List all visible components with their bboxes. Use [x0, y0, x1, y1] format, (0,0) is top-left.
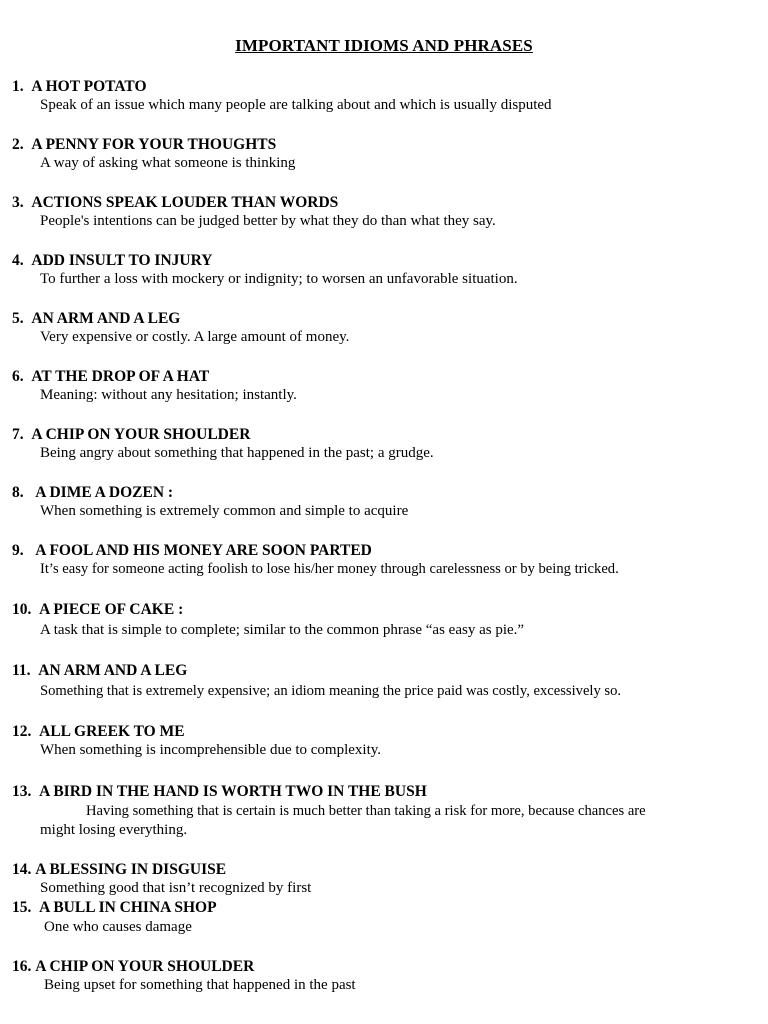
idiom-phrase: AN ARM AND A LEG	[31, 310, 181, 327]
idiom-heading	[12, 136, 276, 154]
item-number: 14.	[12, 861, 32, 878]
idiom-meaning: Being upset for something that happened in the past	[44, 977, 356, 993]
idiom-phrase: A BLESSING IN DISGUISE	[35, 861, 227, 878]
idiom-meaning: To further a loss with mockery or indignity; to worsen an unfavorable situation.	[40, 271, 518, 287]
item-number: 15.	[12, 899, 32, 916]
idiom-meaning: Being angry about something that happened in the past; a grudge.	[40, 445, 434, 461]
idiom-heading	[12, 662, 187, 680]
idiom-phrase: AT THE DROP OF A HAT	[31, 368, 210, 385]
idiom-meaning: One who causes damage	[44, 919, 192, 935]
idiom-phrase: A DIME A DOZEN :	[35, 484, 174, 501]
item-number: 6.	[12, 368, 24, 385]
idiom-heading	[12, 78, 147, 96]
idiom-meaning: It’s easy for someone acting foolish to lose his/her money through carelessness or by being tricked.	[40, 561, 619, 577]
idiom-heading	[12, 484, 173, 502]
idiom-meaning: Something good that isn’t recognized by first	[40, 880, 312, 896]
item-number: 4.	[12, 252, 24, 269]
item-number: 5.	[12, 310, 24, 327]
idiom-meaning: Something that is extremely expensive; an idiom meaning the price paid was costly, excessively so.	[40, 683, 622, 699]
idiom-heading	[12, 426, 250, 444]
idiom-heading	[12, 194, 338, 212]
idiom-phrase: A BIRD IN THE HAND IS WORTH TWO IN THE BUSH	[39, 783, 427, 800]
idiom-heading	[12, 958, 254, 976]
idiom-phrase: A PENNY FOR YOUR THOUGHTS	[31, 136, 277, 153]
idiom-meaning: A task that is simple to complete; similar to the common phrase “as easy as pie.”	[40, 622, 525, 638]
item-number: 3.	[12, 194, 24, 211]
item-number: 11.	[12, 662, 31, 679]
item-number: 2.	[12, 136, 24, 153]
item-number: 16.	[12, 958, 32, 975]
idiom-meaning: Meaning: without any hesitation; instantly.	[40, 387, 297, 403]
idiom-heading	[12, 783, 427, 801]
idiom-heading	[12, 542, 372, 560]
idiom-meaning-continued: might losing everything.	[40, 822, 188, 838]
idiom-phrase: A BULL IN CHINA SHOP	[39, 899, 217, 916]
idiom-phrase: AN ARM AND A LEG	[38, 662, 188, 679]
idiom-meaning: When something is extremely common and simple to acquire	[40, 503, 409, 519]
page-title: IMPORTANT IDIOMS AND PHRASES	[235, 36, 533, 55]
idiom-heading	[12, 861, 226, 879]
idiom-phrase: A CHIP ON YOUR SHOULDER	[31, 426, 251, 443]
idiom-meaning: When something is incomprehensible due to complexity.	[40, 742, 382, 758]
item-number: 10.	[12, 601, 32, 618]
idiom-phrase: A HOT POTATO	[31, 78, 147, 95]
item-number: 13.	[12, 783, 32, 800]
idiom-phrase: ALL GREEK TO ME	[39, 723, 185, 740]
idiom-phrase: A PIECE OF CAKE :	[39, 601, 184, 618]
item-number: 9.	[12, 542, 24, 559]
idiom-meaning: Having something that is certain is much better than taking a risk for more, because chances are	[86, 803, 646, 819]
item-number: 7.	[12, 426, 24, 443]
idiom-meaning: A way of asking what someone is thinking	[40, 155, 296, 171]
idiom-meaning: Very expensive or costly. A large amount of money.	[40, 329, 350, 345]
item-number: 1.	[12, 78, 24, 95]
idiom-heading	[12, 252, 212, 270]
idiom-phrase: ACTIONS SPEAK LOUDER THAN WORDS	[31, 194, 339, 211]
idiom-phrase: A FOOL AND HIS MONEY ARE SOON PARTED	[35, 542, 372, 559]
idiom-heading	[12, 723, 185, 741]
idiom-heading	[12, 310, 180, 328]
idiom-heading	[12, 601, 183, 619]
idiom-phrase: A CHIP ON YOUR SHOULDER	[35, 958, 255, 975]
item-number: 12.	[12, 723, 32, 740]
item-number: 8.	[12, 484, 24, 501]
idiom-heading	[12, 368, 209, 386]
idiom-meaning: People's intentions can be judged better by what they do than what they say.	[40, 213, 496, 229]
idiom-phrase: ADD INSULT TO INJURY	[31, 252, 213, 269]
idiom-meaning: Speak of an issue which many people are talking about and which is usually disputed	[40, 97, 552, 113]
idiom-heading	[12, 899, 217, 917]
